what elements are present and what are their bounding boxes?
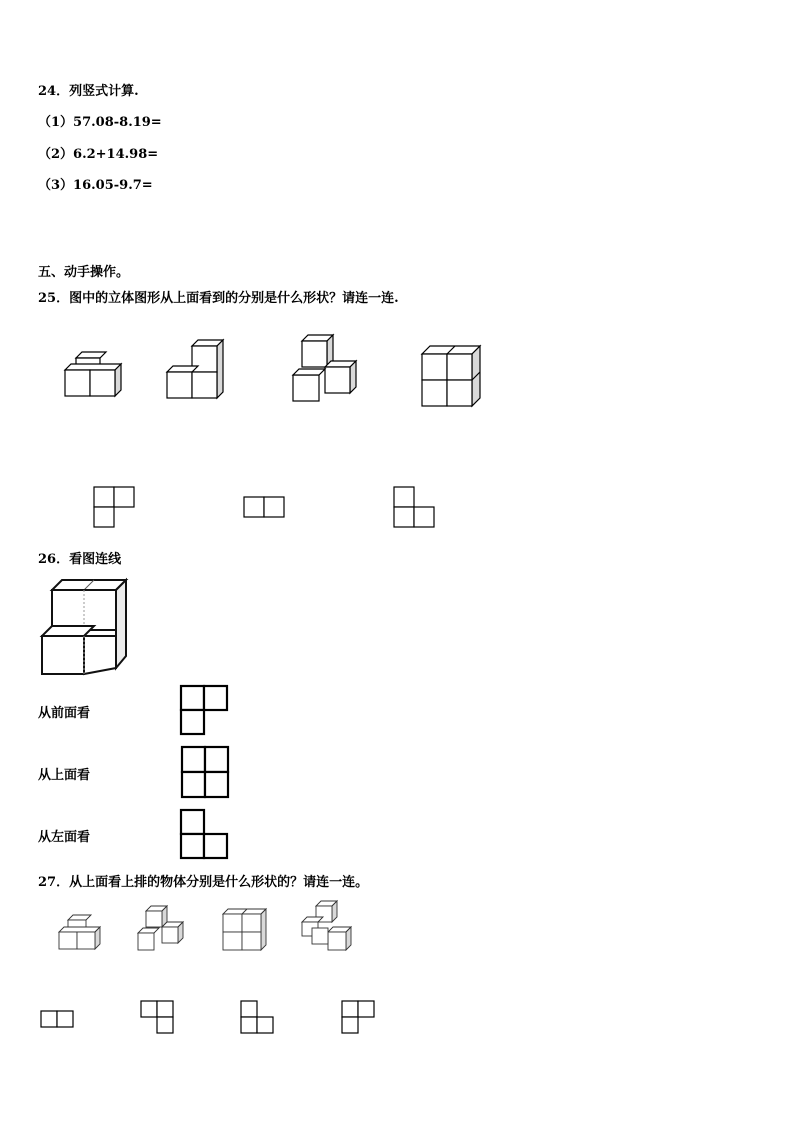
q25-solid-3	[290, 333, 364, 405]
q27-view-4	[341, 1000, 377, 1036]
q26-solid	[38, 578, 132, 676]
q25-view-1	[93, 486, 137, 528]
q25-title: 25．图中的立体图形从上面看到的分别是什么形状？请连一连.	[38, 291, 399, 306]
q27-solid-1	[56, 910, 106, 952]
q24-item-2: （2）6.2+14.98=	[38, 147, 159, 162]
q25-solid-4	[418, 343, 486, 409]
q27-solid-3	[220, 905, 270, 953]
q27-view-1	[40, 1010, 76, 1030]
q27-view-3	[240, 1000, 276, 1036]
q24-item-1: （1）57.08-8.19=	[38, 115, 162, 130]
q26-view-1	[179, 684, 231, 738]
q24-item-3: （3）16.05-9.7=	[38, 178, 153, 193]
q25-view-3	[393, 486, 437, 528]
q26-label-top: 从上面看	[38, 768, 91, 783]
q26-view-3	[179, 808, 231, 862]
q26-view-2	[180, 745, 232, 799]
q25-solid-1	[60, 350, 130, 400]
q26-title: 26．看图连线	[38, 552, 122, 567]
q27-view-2	[140, 1000, 176, 1036]
q26-label-front: 从前面看	[38, 706, 91, 721]
q27-title: 27．从上面看上排的物体分别是什么形状的？请连一连。	[38, 875, 369, 890]
q27-solid-4	[298, 898, 356, 954]
q25-view-2	[243, 496, 287, 518]
section-5-title: 五、动手操作。	[38, 265, 130, 280]
q25-solid-2	[163, 338, 233, 402]
q26-label-left: 从左面看	[38, 830, 91, 845]
q24-title: 24．列竖式计算.	[38, 84, 139, 99]
q27-solid-2	[135, 903, 189, 955]
